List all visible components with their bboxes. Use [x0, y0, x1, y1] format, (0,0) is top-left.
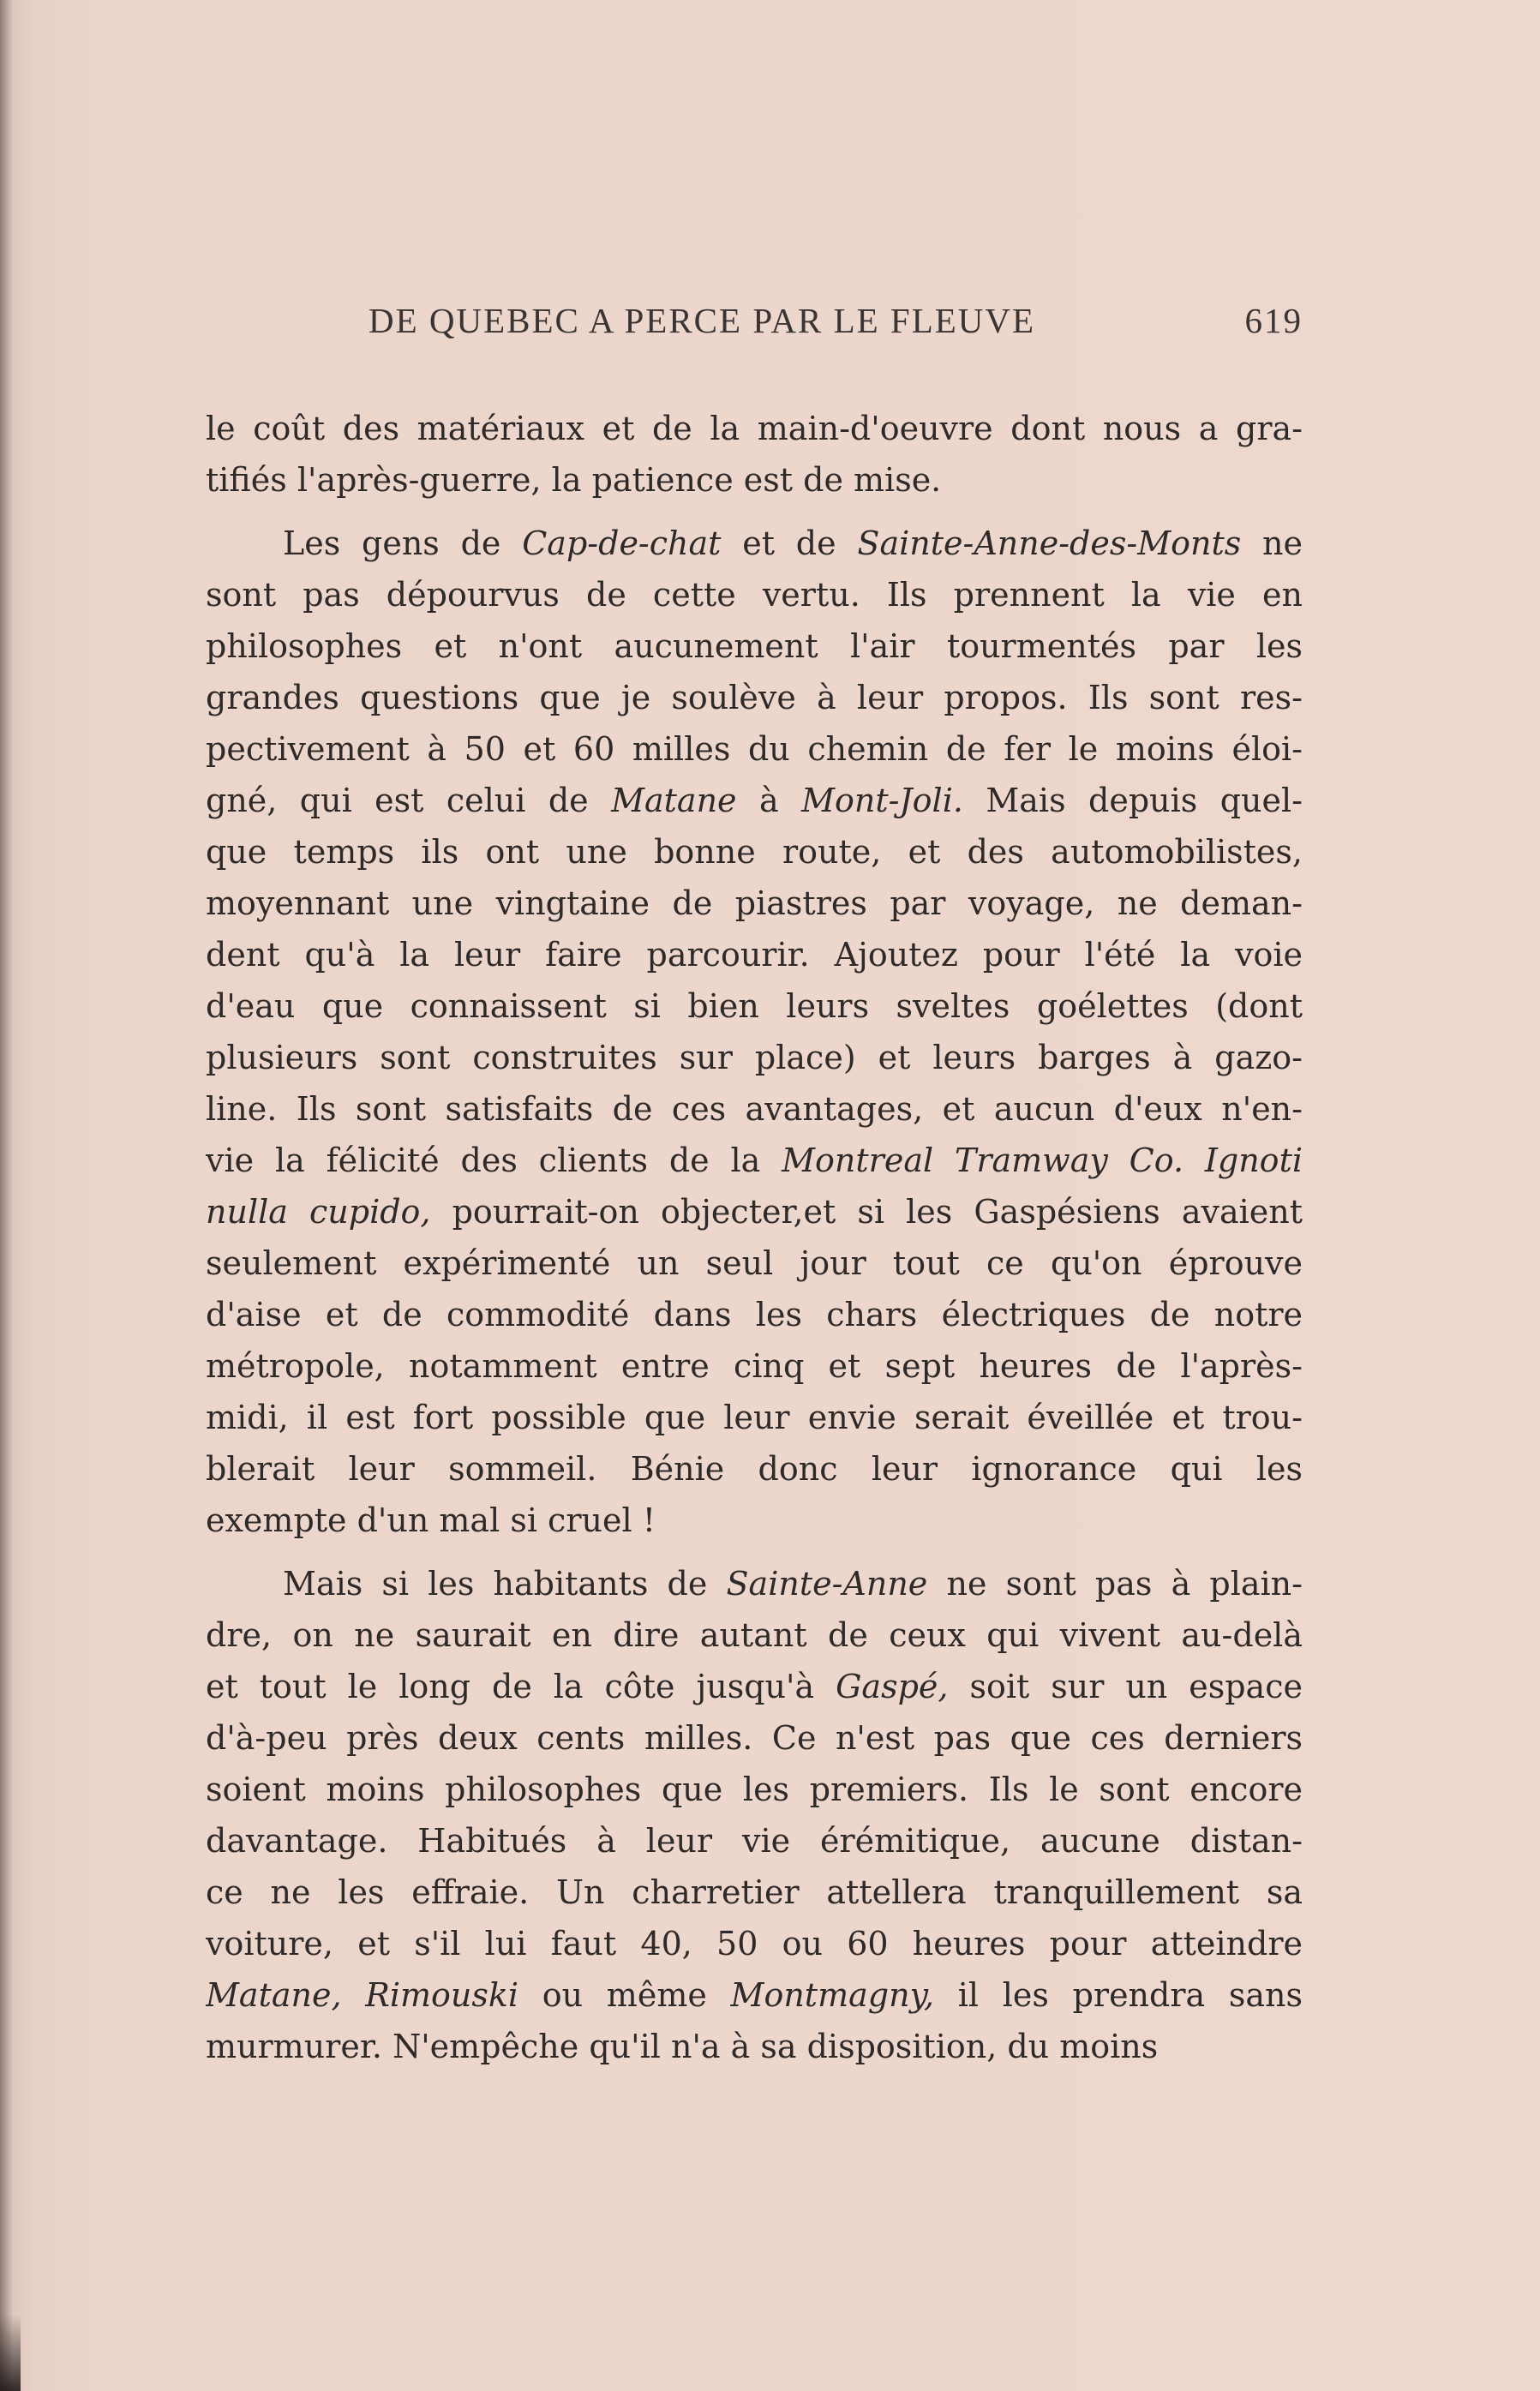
italic-text-run: Sainte-Anne: [726, 1565, 928, 1603]
text-line: [206, 1289, 1303, 1340]
text-run: Mais si les habitants de: [283, 1565, 727, 1603]
text-run: vie la félicité des clients de la: [206, 1142, 782, 1179]
text-run: métropole, notamment entre cinq et sept heures de l'après-: [206, 1347, 1303, 1385]
text-line: [206, 1135, 1303, 1186]
binding-edge: [0, 0, 12, 2391]
text-run: et tout le long de la côte jusqu'à: [206, 1668, 836, 1705]
text-line: [206, 1712, 1303, 1764]
italic-text-run: nulla cupido,: [206, 1193, 431, 1231]
text-run: voiture, et s'il lui faut 40, 50 ou 60 heures pour atteindre: [206, 1925, 1303, 1963]
text-run: ou même: [518, 1976, 731, 2014]
text-line: [206, 1083, 1303, 1135]
text-run: soit sur un espace: [948, 1668, 1303, 1705]
text-run: d'aise et de commodité dans les chars électriques de notre: [206, 1296, 1303, 1333]
text-line: [206, 1558, 1303, 1609]
italic-text-run: Sainte-Anne-des-Monts: [857, 524, 1242, 562]
text-line: [206, 1032, 1303, 1083]
text-run: il les prendra sans: [934, 1976, 1303, 2014]
text-run: davantage. Habitués à leur vie érémitique, aucune distan-: [206, 1822, 1303, 1860]
paragraph-gap: [206, 1546, 1303, 1558]
text-line: [206, 775, 1303, 826]
text-line: [206, 518, 1303, 569]
text-run: d'à-peu près deux cents milles. Ce n'est pas que ces derniers: [206, 1719, 1303, 1757]
running-header: [369, 300, 1303, 345]
text-line: [206, 1764, 1303, 1815]
text-line: [206, 929, 1303, 980]
text-run: grandes questions que je soulève à leur propos. Ils sont res-: [206, 679, 1303, 716]
running-title: DE QUEBEC A PERCE PAR LE FLEUVE: [369, 301, 1036, 340]
text-line: [206, 1815, 1303, 1867]
text-run: le coût des matériaux et de la main-d'oeuvre dont nous a gra-: [206, 410, 1303, 447]
text-run: gné, qui est celui de: [206, 782, 612, 819]
italic-text-run: Cap-de-chat: [522, 524, 722, 562]
text-line: [206, 672, 1303, 723]
text-line: [206, 1340, 1303, 1392]
text-line: [206, 826, 1303, 878]
text-line: [206, 980, 1303, 1032]
text-run: pectivement à 50 et 60 milles du chemin de fer le moins éloi-: [206, 730, 1303, 768]
text-run: sont pas dépourvus de cette vertu. Ils prennent la vie en: [206, 576, 1303, 614]
text-run: Les gens de: [283, 524, 523, 562]
text-line: [206, 1443, 1303, 1495]
text-line: [206, 1237, 1303, 1289]
page-number: 619: [1244, 301, 1303, 340]
text-run: soient moins philosophes que les premiers. Ils le sont encore: [206, 1771, 1303, 1808]
text-run: murmurer. N'empêche qu'il n'a à sa disposition, du moins: [206, 2028, 1159, 2065]
text-run: philosophes et n'ont aucunement l'air tourmentés par les: [206, 627, 1303, 665]
text-line: [206, 2021, 1303, 2072]
body-text: [206, 403, 1303, 2072]
text-line: [206, 723, 1303, 775]
text-run: dre, on ne saurait en dire autant de ceux qui vivent au-delà: [206, 1616, 1303, 1654]
text-run: pourrait-on objecter,et si les Gaspésiens avaient: [430, 1193, 1303, 1231]
text-line: [206, 878, 1303, 929]
text-line: [206, 569, 1303, 620]
text-run: ne: [1241, 524, 1303, 562]
text-run: ne sont pas à plain-: [927, 1565, 1303, 1603]
text-line: [206, 454, 1303, 506]
corner-shadow: [0, 2314, 21, 2391]
text-line: [206, 620, 1303, 672]
text-run: à: [736, 782, 802, 819]
text-run: Mais depuis quel-: [962, 782, 1303, 819]
text-line: [206, 1609, 1303, 1661]
text-line: [206, 1186, 1303, 1237]
text-run: line. Ils sont satisfaits de ces avantages, et aucun d'eux n'en-: [206, 1090, 1303, 1128]
text-run: d'eau que connaissent si bien leurs sveltes goélettes (dont: [206, 987, 1303, 1025]
italic-text-run: Matane: [611, 782, 737, 819]
italic-text-run: Montmagny,: [730, 1976, 935, 2014]
text-run: blerait leur sommeil. Bénie donc leur ignorance qui les: [206, 1450, 1303, 1488]
text-run: ce ne les effraie. Un charretier attellera tranquillement sa: [206, 1873, 1303, 1911]
italic-text-run: Mont-Joli.: [801, 782, 963, 819]
text-line: [206, 1867, 1303, 1918]
text-run: plusieurs sont construites sur place) et leurs barges à gazo-: [206, 1039, 1303, 1076]
text-run: tifiés l'après-guerre, la patience est de mise.: [206, 461, 942, 499]
text-line: [206, 1918, 1303, 1969]
text-run: midi, il est fort possible que leur envie serait éveillée et trou-: [206, 1399, 1303, 1436]
text-run: exempte d'un mal si cruel !: [206, 1501, 656, 1539]
text-line: [206, 1392, 1303, 1443]
text-line: [206, 1969, 1303, 2021]
text-run: moyennant une vingtaine de piastres par voyage, ne deman-: [206, 884, 1303, 922]
text-line: [206, 1495, 1303, 1546]
italic-text-run: Montreal Tramway Co. Ignoti: [782, 1142, 1303, 1179]
italic-text-run: Gaspé,: [836, 1668, 949, 1705]
text-line: [206, 403, 1303, 454]
text-line: [206, 1661, 1303, 1712]
text-run: seulement expérimenté un seul jour tout ce qu'on éprouve: [206, 1244, 1303, 1282]
text-run: et de: [721, 524, 858, 562]
italic-text-run: Matane, Rimouski: [206, 1976, 519, 2014]
text-run: que temps ils ont une bonne route, et des automobilistes,: [206, 833, 1303, 871]
paragraph-gap: [206, 506, 1303, 518]
text-run: dent qu'à la leur faire parcourir. Ajoutez pour l'été la voie: [206, 936, 1303, 974]
